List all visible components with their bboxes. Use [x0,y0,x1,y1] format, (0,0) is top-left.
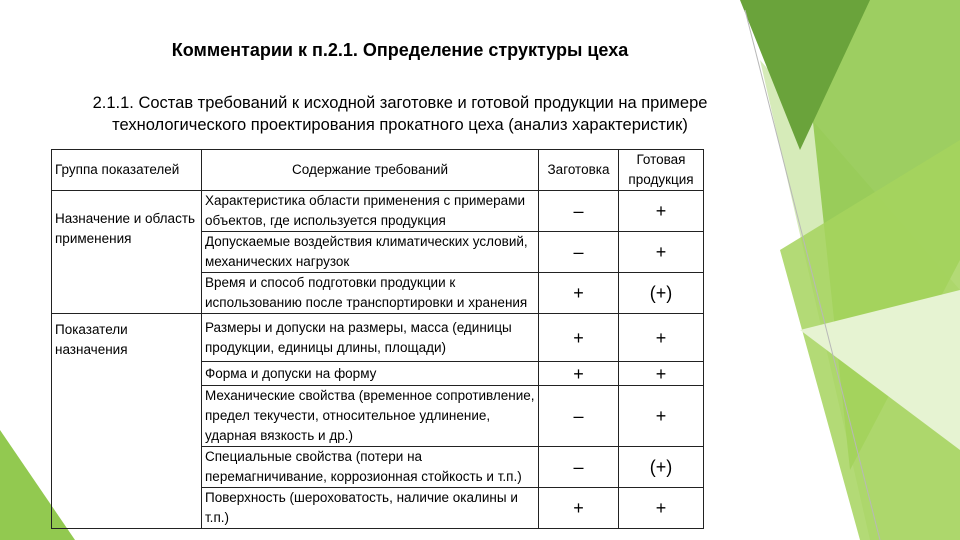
blank-mark: + [539,488,619,529]
requirements-table [51,149,704,529]
slide-subtitle: 2.1.1. Состав требований к исходной заготовке и готовой продукции на примере технологического проектирования прокатного цеха (анализ характеристик) [92,94,708,134]
group-label: Назначение и область применения [52,191,202,314]
blank-mark: + [539,362,619,386]
product-mark: (+) [619,447,704,488]
blank-mark: + [539,314,619,362]
requirement-cell: Поверхность (шероховатость, наличие окалины и т.п.) [202,488,539,529]
product-mark: + [619,386,704,447]
product-mark: + [619,488,704,529]
slide-title: Комментарии к п.2.1. Определение структуры цеха [171,40,629,60]
blank-mark: + [539,273,619,314]
product-mark: (+) [619,273,704,314]
requirement-cell: Форма и допуски на форму [202,362,539,386]
header-requirements: Содержание требований [202,150,539,191]
requirement-cell: Характеристика области применения с примерами объектов, где используется продукция [202,191,539,232]
blank-mark: – [539,232,619,273]
requirement-cell: Время и способ подготовки продукции к использованию после транспортировки и хранения [202,273,539,314]
product-mark: + [619,314,704,362]
header-group: Группа показателей [52,150,202,191]
header-product: Готовая продукция [619,150,704,191]
product-mark: + [619,362,704,386]
header-blank: Заготовка [539,150,619,191]
requirement-cell: Размеры и допуски на размеры, масса (единицы продукции, единицы длины, площади) [202,314,539,362]
table-header-row [52,150,704,191]
blank-mark: – [539,191,619,232]
table-row [52,191,704,232]
blank-mark: – [539,386,619,447]
requirement-cell: Специальные свойства (потери на перемагничивание, коррозионная стойкость и т.п.) [202,447,539,488]
blank-mark: – [539,447,619,488]
product-mark: + [619,232,704,273]
product-mark: + [619,191,704,232]
group-label: Показатели назначения [52,314,202,529]
requirement-cell: Механические свойства (временное сопротивление, предел текучести, относительное удлинение, ударная вязкость и др.) [202,386,539,447]
table-row [52,314,704,362]
requirement-cell: Допускаемые воздействия климатических условий, механических нагрузок [202,232,539,273]
